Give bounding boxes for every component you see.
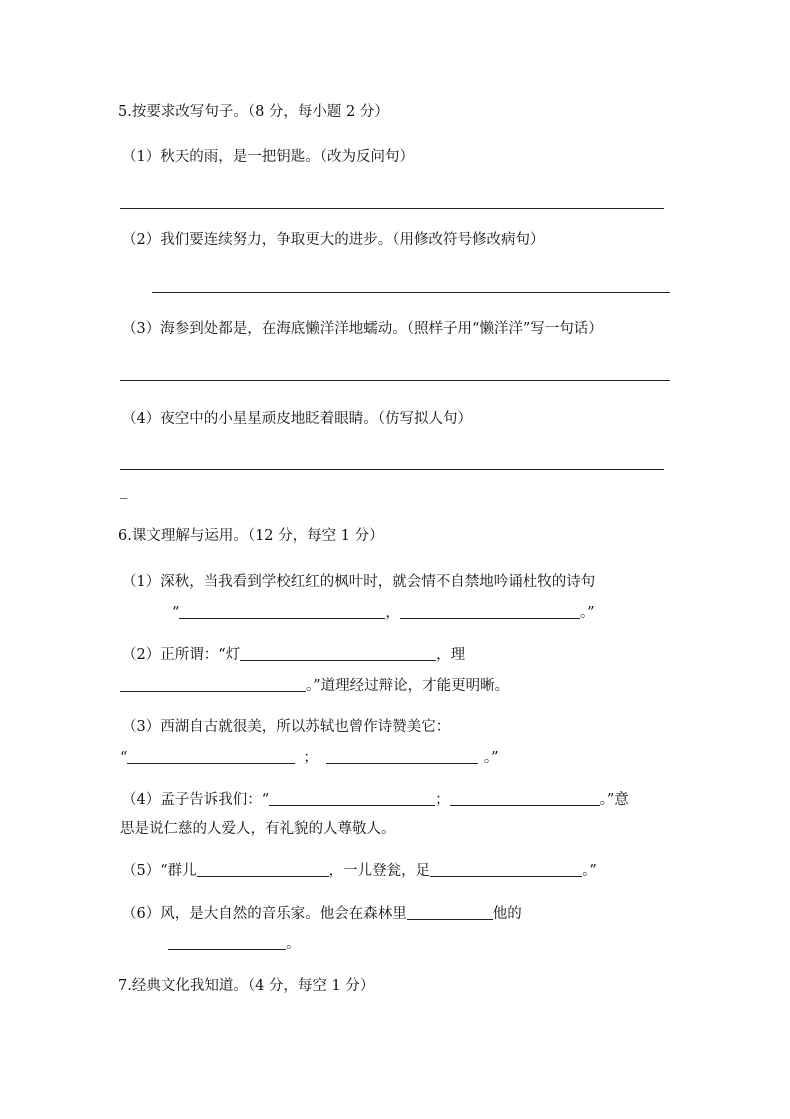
blank-6-1[interactable] [407,905,493,920]
open-quote: “ [172,605,180,621]
q6-item-3-blanks [120,748,499,768]
semicolon: ； [435,792,450,808]
stray-underscore: _ [120,483,128,499]
q6-item-6-line1 [122,904,522,924]
blank-3-2[interactable] [326,749,478,764]
blank-2-2[interactable] [120,677,306,692]
q6-item-5-text-b: ，一儿登瓮，足 [328,863,431,879]
blank-5-2[interactable] [430,862,582,877]
blank-5-1[interactable] [197,862,329,877]
q7-heading: 7.经典文化我知道。（4 分，每空 1 分） [118,978,375,994]
q6-item-6-line2 [168,934,301,954]
answer-line-q5-4[interactable] [120,469,664,470]
q5-item-1: （1）秋天的雨，是一把钥匙。（改为反问句） [122,149,414,165]
blank-3-1[interactable] [127,749,295,764]
q5-heading: 5.按要求改写句子。（8 分，每小题 2 分） [118,104,389,120]
blank-4-1[interactable] [269,791,435,806]
q6-item-4-line1 [122,790,629,810]
q6-item-1-text: （1）深秋，当我看到学校红红的枫叶时，就会情不自禁地吟诵杜牧的诗句 [122,574,596,590]
open-quote: “ [120,750,128,766]
q6-item-6-text-a: （6）风，是大自然的音乐家。他会在森林里 [122,906,407,922]
semicolon: ； [303,750,318,766]
answer-line-q5-1[interactable] [120,208,664,209]
comma: ， [385,605,400,621]
q6-item-2-text-c: 。”道理经过辩论，才能更明晰。 [306,678,510,694]
q6-item-2-text-b: ，理 [436,647,466,663]
q6-item-4-line2: 思是说仁慈的人爱人，有礼貌的人尊敬人。 [120,821,396,837]
blank-4-2[interactable] [450,791,600,806]
q6-item-4-text-b: 。”意 [599,792,629,808]
q6-item-4-text-a: （4）孟子告诉我们：“ [122,792,270,808]
q6-item-5-text-c: 。” [582,863,597,879]
q6-item-6-text-b: 他的 [492,906,522,922]
answer-line-q5-2[interactable] [152,292,670,293]
close-quote: 。” [483,750,499,766]
q5-item-4: （4）夜空中的小星星顽皮地眨着眼睛。（仿写拟人句） [122,411,472,427]
blank-1-2[interactable] [400,604,580,619]
q6-item-5 [122,861,597,881]
q6-item-3-text: （3）西湖自古就很美，所以苏轼也曾作诗赞美它： [122,719,451,735]
q6-item-2-line2 [120,676,509,696]
blank-1-1[interactable] [179,604,385,619]
q6-item-1-blanks [172,603,595,623]
q6-heading: 6.课文理解与运用。（12 分，每空 1 分） [118,528,384,544]
q6-item-6-text-c: 。 [286,936,301,952]
q5-item-2: （2）我们要连续努力，争取更大的进步。（用修改符号修改病句） [122,232,545,248]
q6-item-5-text-a: （5）“群儿 [122,863,197,879]
blank-2-1[interactable] [240,646,436,661]
blank-6-2[interactable] [168,935,286,950]
q5-item-3: （3）海参到处都是，在海底懒洋洋地蠕动。（照样子用“懒洋洋”写一句话） [122,321,603,337]
answer-line-q5-3[interactable] [120,380,670,381]
q6-item-2-text-a: （2）正所谓：“灯 [122,647,241,663]
q6-item-2-line1 [122,645,465,665]
close-quote: 。” [579,605,595,621]
